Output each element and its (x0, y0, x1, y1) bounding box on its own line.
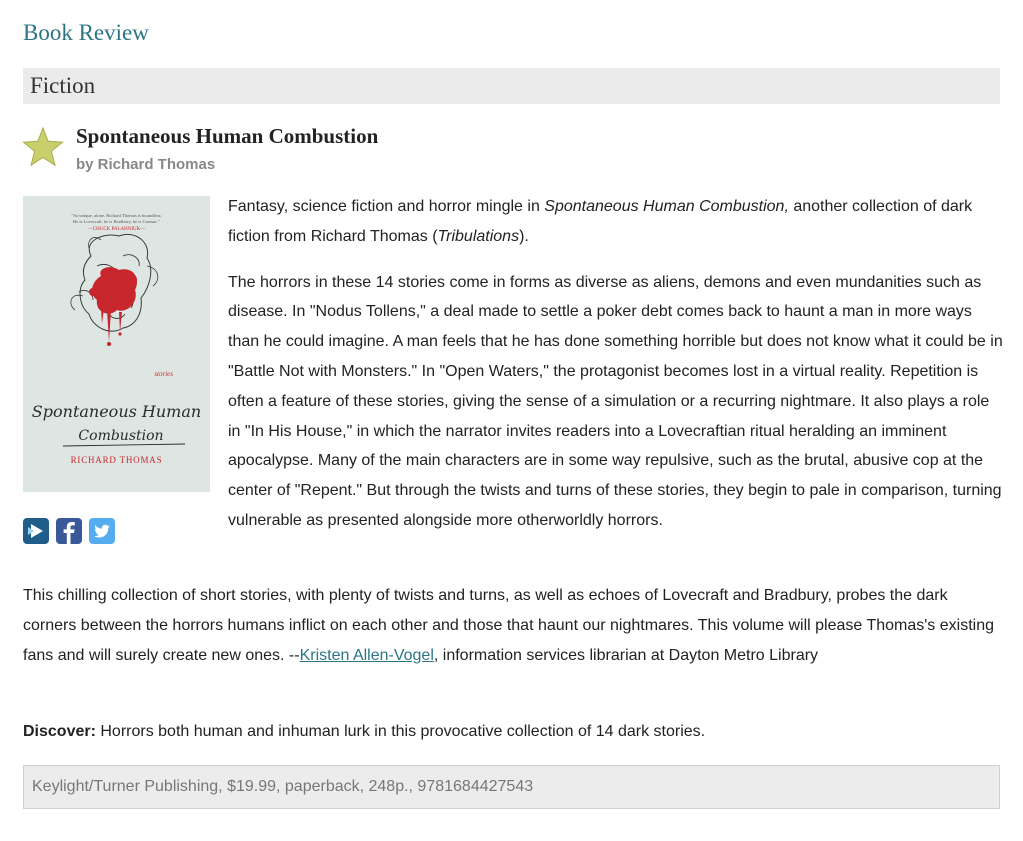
cover-blurb-line2: He is Lovecraft, he is Bradbury, he is Cormac." (72, 219, 161, 224)
cover-blurb-author: —CHUCK PALAHNIUK— (87, 227, 146, 232)
previous-book-reference: Tribulations (437, 227, 520, 245)
review-body (228, 192, 1003, 552)
text-segment: another collection of dark fiction from Richard Thomas ( (228, 198, 973, 245)
star-icon (22, 126, 64, 168)
review-paragraph-1 (228, 192, 1003, 252)
discover-label: Discover: (23, 723, 96, 740)
share-icon[interactable] (23, 518, 49, 544)
reviewer-link[interactable]: Kristen Allen-Vogel (299, 646, 434, 664)
cover-blurb-line1: "So unique, alone, Richard Thomas is boundless; (71, 213, 162, 218)
cover-title-line1: Spontaneous Human (31, 402, 202, 421)
text-segment: , information services librarian at Dayton Metro Library (433, 646, 819, 664)
discover-text: Horrors both human and inhuman lurk in this provocative collection of 14 dark stories. (95, 723, 706, 740)
book-author: by Richard Thomas (76, 156, 216, 173)
review-paragraph-3 (23, 581, 1003, 670)
text-segment: Fantasy, science fiction and horror mingle in (228, 198, 545, 215)
review-paragraph-2: The horrors in these 14 stories come in forms as diverse as aliens, demons and even mundanities such as disease. In "Nodus Tollens," a deal made to settle a poker debt comes back to haunt a man in more ways than he could imagine. A man feels that he has done something horrible but does not know what it could be in "Battle Not with Monsters." In "Open Waters," the protagonist becomes lost in a virtual reality. Repetition is often a feature of these stories, giving the sense of a simulation or a recurring nightmare. It also plays a role in "In His House," in which the narrator invites readers into a Lovecraftian ritual heralding an imminent apocalypse. Many of the main characters are in some way repulsive, such as the brutal, abusive cop at the center of "Repent." But through the twists and turns of these stories, they begin to pale in comparison, turning vulnerable as presented alongside more otherworldly horrors. (228, 273, 1003, 529)
cover-title-line2: Combustion (78, 428, 164, 444)
category-header: Fiction (23, 68, 1000, 104)
cover-subtitle: stories (154, 370, 173, 378)
publication-info: Keylight/Turner Publishing, $19.99, paperback, 248p., 9781684427543 (23, 765, 1000, 809)
facebook-icon[interactable] (56, 518, 82, 544)
text-segment: ). (519, 227, 529, 245)
book-title: Spontaneous Human Combustion (76, 124, 379, 148)
section-title[interactable]: Book Review (23, 20, 149, 45)
text-segment: This chilling collection of short stories, with plenty of twists and turns, as well as echoes of Lovecraft and Bradbury, probes the dark corners between the horrors humans inflict on each other and those that haunt our nightmares. This volume will please Thomas's existing fans and will surely create new ones. -- (23, 587, 994, 664)
book-cover[interactable] (23, 196, 210, 492)
book-title-reference: Spontaneous Human Combustion, (544, 198, 789, 215)
cover-author: RICHARD THOMAS (70, 455, 163, 465)
discover-line (23, 717, 705, 747)
twitter-icon[interactable] (89, 518, 115, 544)
